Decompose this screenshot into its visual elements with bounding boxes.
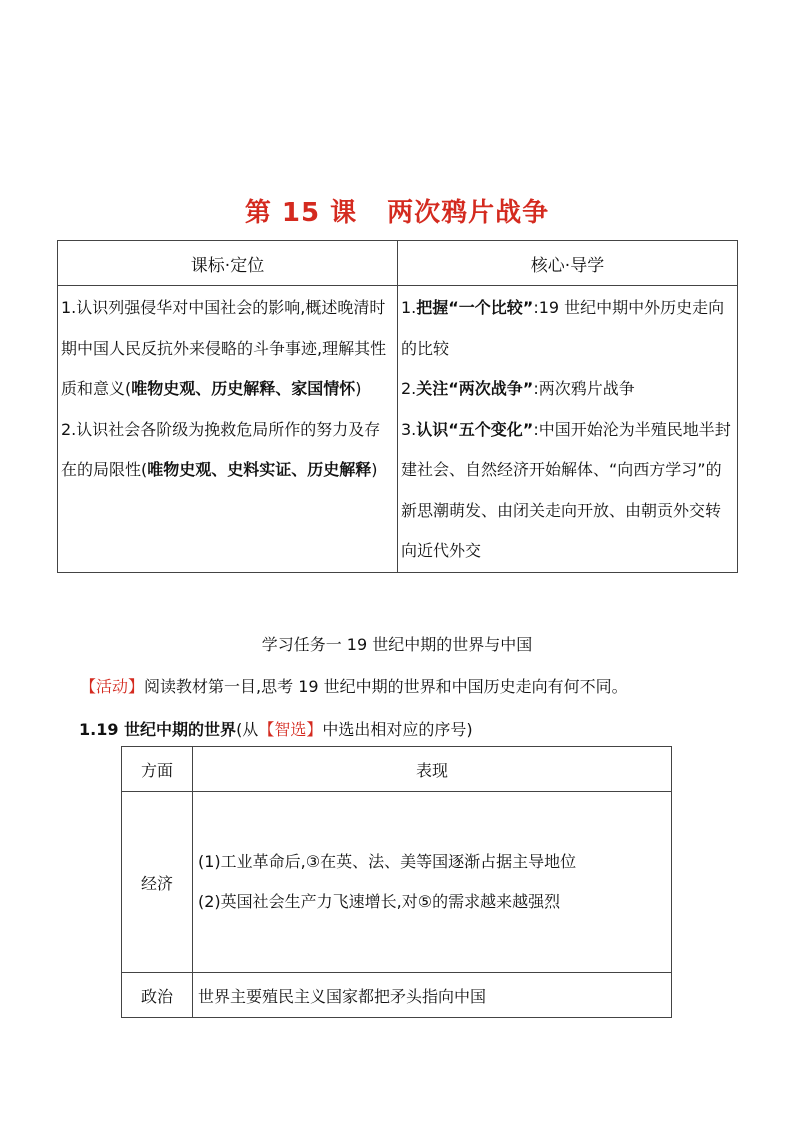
economy-line-1 bbox=[198, 842, 671, 882]
guide-item-2-heading: 关注“两次战争” bbox=[416, 379, 534, 398]
economy-line-2-pre: (2)英国社会生产力飞速增长,对 bbox=[198, 892, 418, 911]
curriculum-point-2-end: ) bbox=[371, 460, 378, 479]
activity-label: 【活动】 bbox=[80, 677, 145, 696]
economy-line-2-post: 的需求越来越强烈 bbox=[432, 892, 561, 911]
world-aspect-politics: 政治 bbox=[122, 973, 193, 1018]
economy-line-1-pre: (1)工业革命后, bbox=[198, 852, 306, 871]
guide-item-3 bbox=[401, 410, 734, 572]
guide-cell bbox=[398, 286, 738, 573]
intro-header-curriculum: 课标·定位 bbox=[58, 241, 398, 286]
curriculum-point-1 bbox=[61, 288, 394, 410]
activity-line bbox=[80, 674, 628, 697]
section-heading bbox=[79, 717, 473, 740]
guide-item-2-text: :两次鸦片战争 bbox=[533, 379, 635, 398]
world-aspect-economy: 经济 bbox=[122, 792, 193, 973]
guide-item-2-number: 2. bbox=[401, 379, 417, 398]
guide-item-1-heading: 把握“一个比较” bbox=[416, 298, 534, 317]
economy-line-1-mark: ③ bbox=[305, 852, 321, 871]
guide-item-2 bbox=[401, 369, 734, 410]
section-heading-bold: 1.19 世纪中期的世界 bbox=[79, 720, 237, 739]
world-performance-politics: 世界主要殖民主义国家都把矛头指向中国 bbox=[193, 973, 672, 1018]
world-row-economy bbox=[122, 792, 672, 973]
guide-item-3-text: :中国开始沦为半殖民地半封建社会、自然经济开始解体、“向西方学习”的新思潮萌发、由闭关走向开放、由朝贡外交转向近代外交 bbox=[401, 419, 731, 560]
economy-line-1-post: 在英、法、美等国逐渐占据主导地位 bbox=[320, 852, 577, 871]
activity-text: 阅读教材第一目,思考 19 世纪中期的世界和中国历史走向有何不同。 bbox=[144, 677, 628, 696]
economy-line-2-mark: ⑤ bbox=[417, 892, 433, 911]
curriculum-point-1-end: ) bbox=[355, 379, 362, 398]
lesson-topic: 两次鸦片战争 bbox=[387, 198, 550, 228]
task-title: 学习任务一 19 世纪中期的世界与中国 bbox=[261, 635, 533, 654]
world-performance-economy bbox=[193, 792, 672, 973]
lesson-title bbox=[0, 192, 794, 229]
guide-item-3-heading: 认识“五个变化” bbox=[416, 419, 534, 439]
guide-item-1-number: 1. bbox=[401, 298, 417, 317]
intro-header-guide: 核心·导学 bbox=[398, 241, 738, 286]
curriculum-point-1-literacy: 唯物史观、历史解释、家国情怀 bbox=[131, 379, 356, 398]
intro-table-body-row bbox=[58, 286, 738, 573]
world-table bbox=[121, 746, 672, 1018]
economy-line-2 bbox=[198, 882, 671, 922]
guide-item-1 bbox=[401, 288, 734, 369]
intro-table-header-row bbox=[58, 241, 738, 286]
curriculum-point-2-literacy: 唯物史观、史料实证、历史解释 bbox=[147, 460, 372, 479]
lesson-number: 第 15 课 bbox=[244, 198, 358, 228]
intro-table bbox=[57, 240, 738, 573]
world-header-aspect: 方面 bbox=[122, 747, 193, 792]
guide-item-1-text: :19 世纪中期中外历史走向的比较 bbox=[401, 298, 725, 358]
guide-item-3-number: 3. bbox=[401, 419, 417, 439]
curriculum-cell bbox=[58, 286, 398, 573]
world-table-header-row bbox=[122, 747, 672, 792]
curriculum-point-2 bbox=[61, 410, 394, 491]
curriculum-point-1-text: 1.认识列强侵华对中国社会的影响,概述晚清时期中国人民反抗外来侵略的斗争事迹,理解其性质和意义( bbox=[61, 298, 387, 398]
section-heading-open: (从 bbox=[236, 720, 259, 739]
curriculum-point-2-text: 2.认识社会各阶级为挽救危局所作的努力及存在的局限性( bbox=[61, 419, 381, 479]
world-row-politics bbox=[122, 973, 672, 1018]
section-heading-tag: 【智选】 bbox=[258, 720, 323, 739]
world-header-performance: 表现 bbox=[193, 747, 672, 792]
section-heading-rest: 中选出相对应的序号) bbox=[322, 720, 473, 739]
